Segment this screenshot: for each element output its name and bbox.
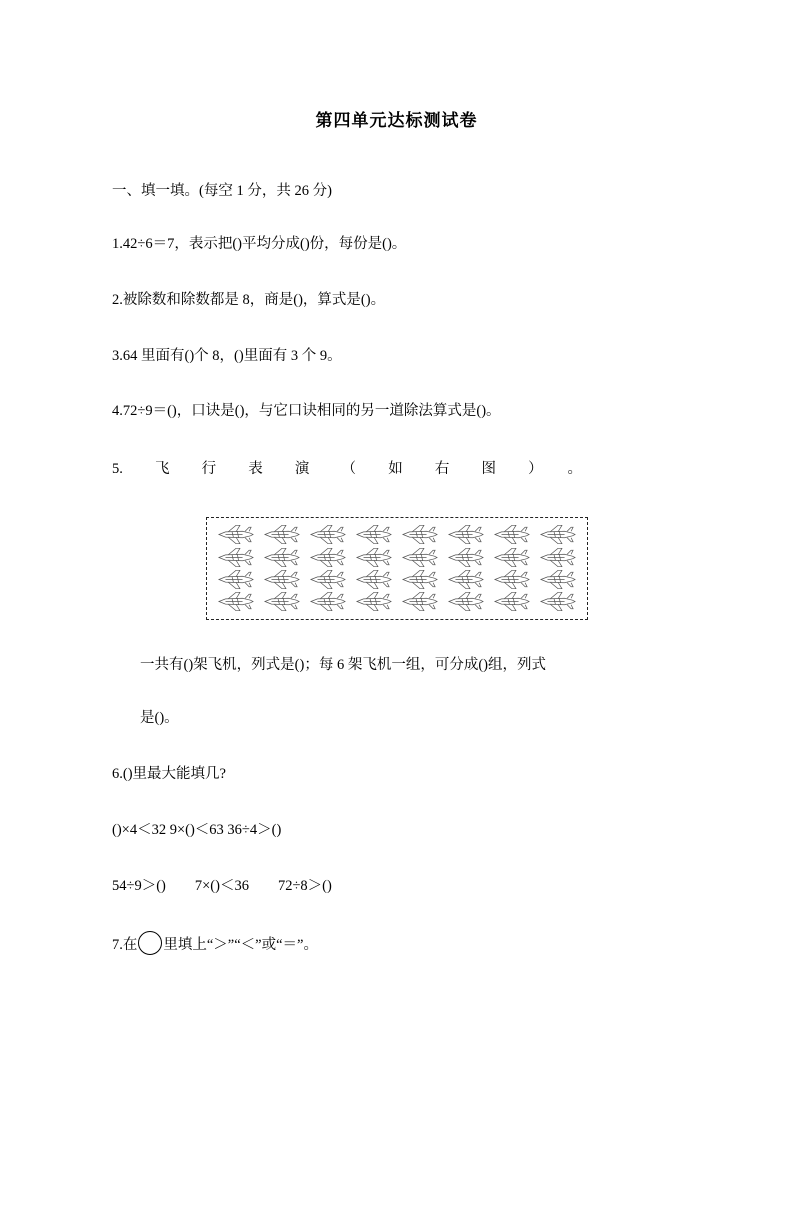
circle-blank-icon [138, 931, 162, 955]
airplane-icon [400, 591, 440, 612]
airplane-icon [538, 591, 578, 612]
question-7-suffix: 里填上“＞”“＜”或“＝”。 [163, 937, 318, 954]
airplane-icon [216, 547, 256, 568]
airplane-icon [538, 569, 578, 590]
airplane-icon [400, 569, 440, 590]
question-6-row-2: 54÷9＞() 7×()＜36 72÷8＞() [112, 877, 332, 894]
question-4: 4.72÷9＝()，口诀是()，与它口诀相同的另一道除法算式是()。 [112, 403, 501, 420]
question-6: 6.()里最大能填几? [112, 766, 226, 783]
section-heading-fill-in: 一、填一填。(每空 1 分，共 26 分) [112, 183, 332, 199]
airplane-icon [354, 547, 394, 568]
airplane-icon [446, 591, 486, 612]
airplane-icon [446, 524, 486, 545]
airplane-icon [216, 569, 256, 590]
question-5: 5.飞行表演（如右图）。 [112, 461, 582, 477]
airplane-icon [538, 524, 578, 545]
airplane-icon [492, 547, 532, 568]
airplane-icon [308, 547, 348, 568]
airplane-icon [308, 591, 348, 612]
airplane-icon [308, 524, 348, 545]
page-title: 第四单元达标测试卷 [315, 111, 478, 130]
question-7 [112, 931, 681, 957]
question-7-prefix: 7.在 [112, 937, 138, 954]
question-2: 2.被除数和除数都是 8，商是()，算式是()。 [112, 291, 386, 308]
airplane-icon [262, 547, 302, 568]
airplane-icon [354, 591, 394, 612]
airplane-figure [112, 517, 681, 620]
airplane-icon [216, 524, 256, 545]
question-3: 3.64 里面有()个 8，()里面有 3 个 9。 [112, 347, 342, 364]
airplane-icon [492, 524, 532, 545]
airplane-icon [354, 569, 394, 590]
airplane-icon [308, 569, 348, 590]
airplane-grid [206, 517, 588, 620]
question-6-row-1: ()×4＜32 9×()＜63 36÷4＞() [112, 821, 282, 838]
airplane-icon [354, 524, 394, 545]
airplane-icon [400, 524, 440, 545]
question-5-line-2: 是()。 [140, 709, 179, 726]
airplane-icon [262, 524, 302, 545]
airplane-icon [262, 569, 302, 590]
question-1: 1.42÷6＝7，表示把()平均分成()份，每份是()。 [112, 236, 407, 252]
airplane-icon [538, 547, 578, 568]
airplane-icon [262, 591, 302, 612]
airplane-icon [446, 547, 486, 568]
airplane-icon [492, 591, 532, 612]
question-5-line-1: 一共有()架飞机，列式是()；每 6 架飞机一组，可分成()组，列式 [140, 656, 546, 673]
airplane-icon [492, 569, 532, 590]
worksheet-page [0, 106, 793, 1228]
airplane-icon [216, 591, 256, 612]
airplane-icon [400, 547, 440, 568]
airplane-icon [446, 569, 486, 590]
